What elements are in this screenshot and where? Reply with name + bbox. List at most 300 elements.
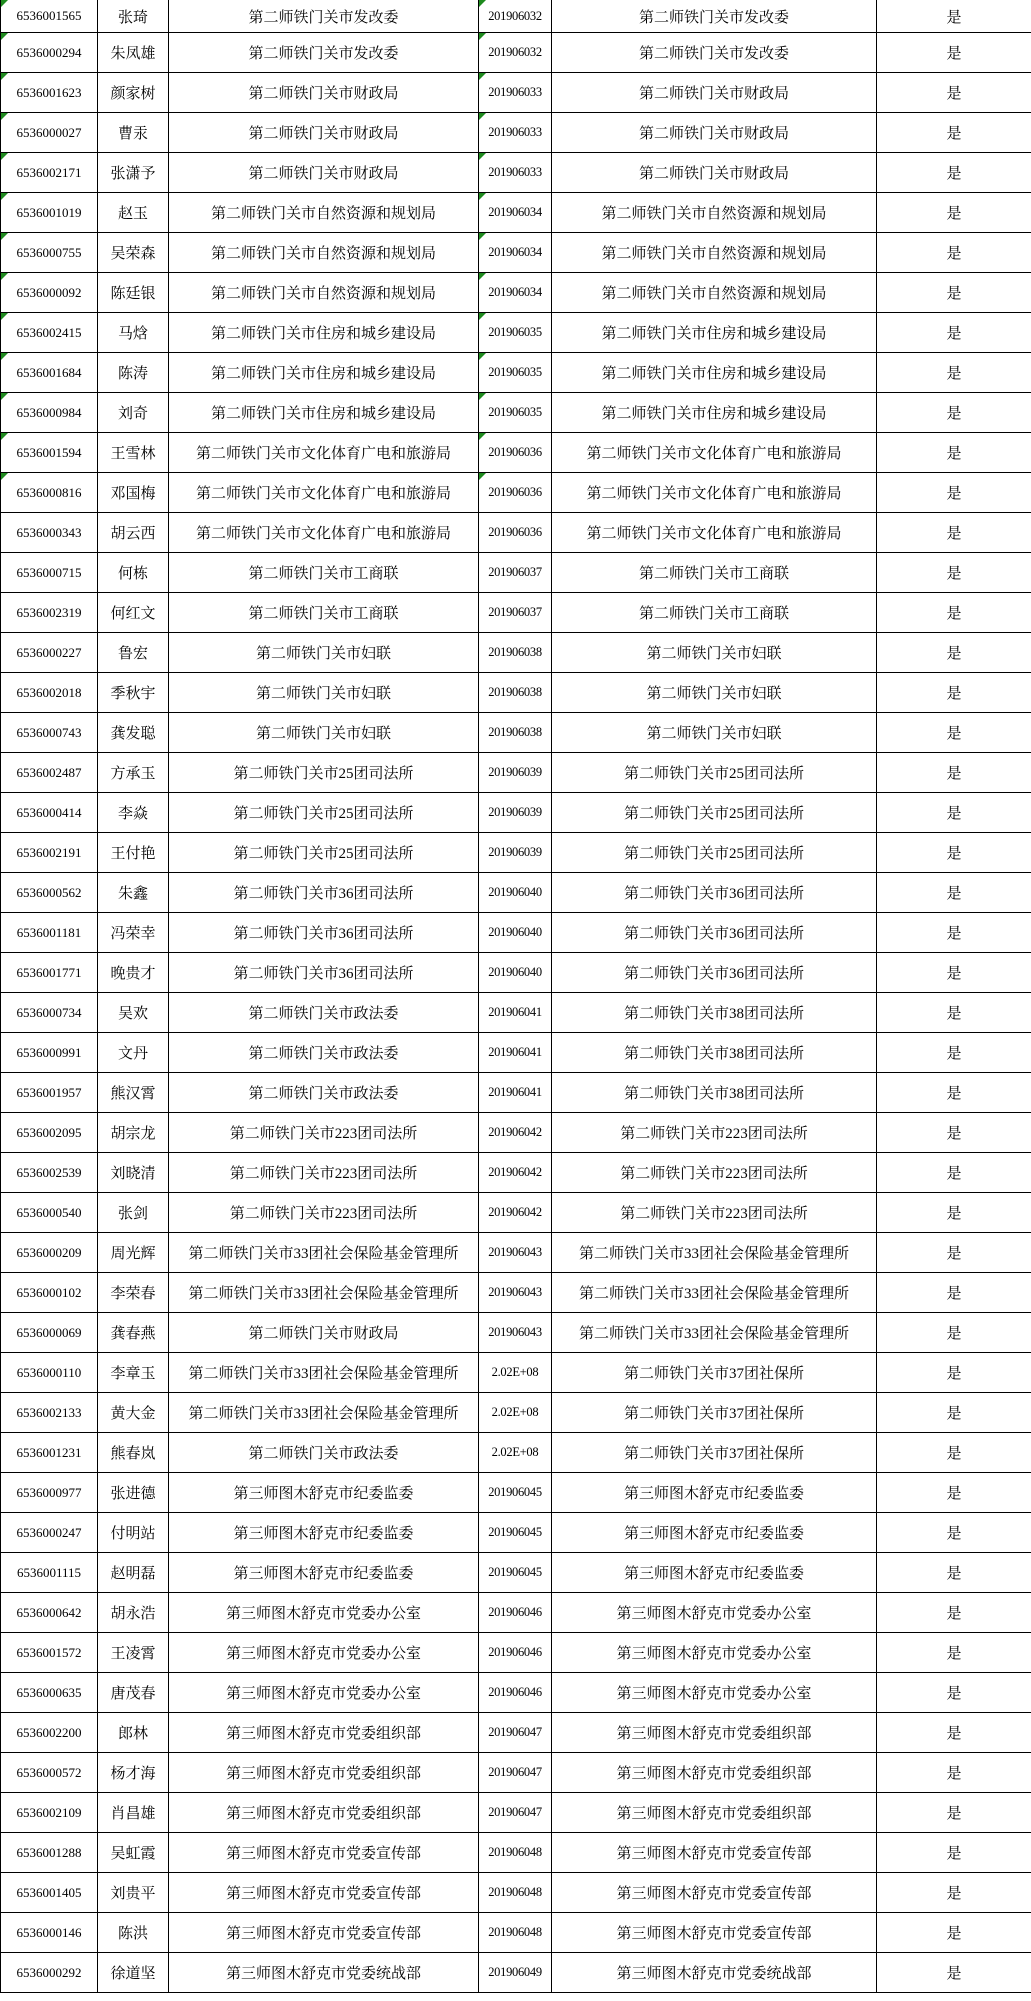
cell-org[interactable]: [169, 553, 479, 593]
cell-name[interactable]: [98, 1793, 169, 1833]
cell-confirm[interactable]: [877, 1193, 1031, 1233]
cell-id[interactable]: [1, 993, 98, 1033]
cell-org2[interactable]: [552, 633, 877, 673]
cell-org2[interactable]: [552, 113, 877, 153]
cell-code[interactable]: [479, 1593, 552, 1633]
cell-org[interactable]: [169, 1273, 479, 1313]
cell-id[interactable]: [1, 1713, 98, 1753]
cell-confirm[interactable]: [877, 473, 1031, 513]
cell-id[interactable]: [1, 113, 98, 153]
cell-org[interactable]: [169, 1593, 479, 1633]
cell-id[interactable]: [1, 1033, 98, 1073]
cell-org[interactable]: [169, 1913, 479, 1953]
cell-confirm[interactable]: [877, 913, 1031, 953]
cell-id[interactable]: [1, 673, 98, 713]
cell-name[interactable]: [98, 353, 169, 393]
cell-id[interactable]: [1, 193, 98, 233]
cell-confirm[interactable]: [877, 1233, 1031, 1273]
cell-org[interactable]: [169, 273, 479, 313]
cell-code[interactable]: [479, 1353, 552, 1393]
cell-id[interactable]: [1, 1113, 98, 1153]
cell-confirm[interactable]: [877, 1913, 1031, 1953]
cell-name[interactable]: [98, 1753, 169, 1793]
cell-name[interactable]: [98, 1433, 169, 1473]
cell-org2[interactable]: [552, 1513, 877, 1553]
cell-name[interactable]: [98, 1873, 169, 1913]
cell-confirm[interactable]: [877, 1553, 1031, 1593]
cell-code[interactable]: [479, 473, 552, 513]
cell-name[interactable]: [98, 433, 169, 473]
cell-code[interactable]: [479, 1433, 552, 1473]
cell-name[interactable]: [98, 33, 169, 73]
cell-org2[interactable]: [552, 1953, 877, 1993]
cell-id[interactable]: [1, 833, 98, 873]
cell-code[interactable]: [479, 1473, 552, 1513]
cell-org2[interactable]: [552, 1353, 877, 1393]
cell-code[interactable]: [479, 1833, 552, 1873]
cell-name[interactable]: [98, 713, 169, 753]
cell-org[interactable]: [169, 1513, 479, 1553]
cell-id[interactable]: [1, 1793, 98, 1833]
cell-org2[interactable]: [552, 913, 877, 953]
cell-confirm[interactable]: [877, 193, 1031, 233]
cell-org[interactable]: [169, 433, 479, 473]
cell-name[interactable]: [98, 73, 169, 113]
cell-code[interactable]: [479, 633, 552, 673]
cell-org[interactable]: [169, 1553, 479, 1593]
cell-id[interactable]: [1, 553, 98, 593]
cell-org[interactable]: [169, 1433, 479, 1473]
cell-org[interactable]: [169, 793, 479, 833]
cell-org[interactable]: [169, 1073, 479, 1113]
cell-org[interactable]: [169, 473, 479, 513]
cell-org[interactable]: [169, 113, 479, 153]
cell-org[interactable]: [169, 713, 479, 753]
cell-org2[interactable]: [552, 953, 877, 993]
cell-code[interactable]: [479, 1633, 552, 1673]
cell-code[interactable]: [479, 673, 552, 713]
cell-confirm[interactable]: [877, 1753, 1031, 1793]
cell-id[interactable]: [1, 913, 98, 953]
cell-id[interactable]: [1, 1073, 98, 1113]
cell-name[interactable]: [98, 1953, 169, 1993]
cell-org2[interactable]: [552, 593, 877, 633]
cell-org[interactable]: [169, 673, 479, 713]
cell-name[interactable]: [98, 1833, 169, 1873]
cell-org[interactable]: [169, 1673, 479, 1713]
cell-org[interactable]: [169, 1953, 479, 1993]
cell-name[interactable]: [98, 153, 169, 193]
cell-name[interactable]: [98, 193, 169, 233]
cell-id[interactable]: [1, 873, 98, 913]
cell-code[interactable]: [479, 953, 552, 993]
cell-id[interactable]: [1, 433, 98, 473]
cell-org[interactable]: [169, 833, 479, 873]
cell-code[interactable]: [479, 1513, 552, 1553]
cell-org2[interactable]: [552, 1633, 877, 1673]
cell-name[interactable]: [98, 473, 169, 513]
cell-name[interactable]: [98, 233, 169, 273]
cell-name[interactable]: [98, 993, 169, 1033]
cell-id[interactable]: [1, 1513, 98, 1553]
cell-org2[interactable]: [552, 153, 877, 193]
cell-code[interactable]: [479, 513, 552, 553]
cell-name[interactable]: [98, 593, 169, 633]
cell-confirm[interactable]: [877, 1713, 1031, 1753]
cell-code[interactable]: [479, 1153, 552, 1193]
cell-org2[interactable]: [552, 1873, 877, 1913]
cell-name[interactable]: [98, 1553, 169, 1593]
cell-code[interactable]: [479, 1233, 552, 1273]
cell-name[interactable]: [98, 1153, 169, 1193]
cell-org[interactable]: [169, 1313, 479, 1353]
cell-id[interactable]: [1, 1873, 98, 1913]
cell-confirm[interactable]: [877, 833, 1031, 873]
cell-id[interactable]: [1, 233, 98, 273]
cell-org2[interactable]: [552, 1393, 877, 1433]
cell-name[interactable]: [98, 1033, 169, 1073]
cell-name[interactable]: [98, 113, 169, 153]
cell-org2[interactable]: [552, 513, 877, 553]
cell-org[interactable]: [169, 1753, 479, 1793]
cell-name[interactable]: [98, 753, 169, 793]
cell-code[interactable]: [479, 313, 552, 353]
cell-org2[interactable]: [552, 553, 877, 593]
cell-confirm[interactable]: [877, 73, 1031, 113]
cell-name[interactable]: [98, 1713, 169, 1753]
cell-org[interactable]: [169, 993, 479, 1033]
cell-name[interactable]: [98, 1193, 169, 1233]
cell-name[interactable]: [98, 833, 169, 873]
cell-confirm[interactable]: [877, 393, 1031, 433]
cell-org2[interactable]: [552, 1913, 877, 1953]
cell-id[interactable]: [1, 1433, 98, 1473]
cell-name[interactable]: [98, 1113, 169, 1153]
cell-id[interactable]: [1, 353, 98, 393]
cell-org2[interactable]: [552, 193, 877, 233]
cell-org[interactable]: [169, 193, 479, 233]
cell-org2[interactable]: [552, 233, 877, 273]
cell-org2[interactable]: [552, 1033, 877, 1073]
cell-org2[interactable]: [552, 393, 877, 433]
cell-org[interactable]: [169, 33, 479, 73]
cell-id[interactable]: [1, 513, 98, 553]
cell-code[interactable]: [479, 1313, 552, 1353]
cell-code[interactable]: [479, 193, 552, 233]
cell-id[interactable]: [1, 1753, 98, 1793]
cell-code[interactable]: [479, 753, 552, 793]
cell-name[interactable]: [98, 1633, 169, 1673]
cell-confirm[interactable]: [877, 433, 1031, 473]
cell-code[interactable]: [479, 793, 552, 833]
cell-org2[interactable]: [552, 673, 877, 713]
cell-id[interactable]: [1, 73, 98, 113]
cell-org2[interactable]: [552, 1673, 877, 1713]
cell-org[interactable]: [169, 1193, 479, 1233]
cell-org2[interactable]: [552, 1073, 877, 1113]
cell-org[interactable]: [169, 1353, 479, 1393]
cell-code[interactable]: [479, 1113, 552, 1153]
cell-id[interactable]: [1, 153, 98, 193]
cell-confirm[interactable]: [877, 1033, 1031, 1073]
cell-code[interactable]: [479, 1673, 552, 1713]
cell-code[interactable]: [479, 1393, 552, 1433]
cell-code[interactable]: [479, 873, 552, 913]
cell-code[interactable]: [479, 433, 552, 473]
cell-org2[interactable]: [552, 353, 877, 393]
cell-org[interactable]: [169, 953, 479, 993]
cell-org2[interactable]: [552, 33, 877, 73]
cell-confirm[interactable]: [877, 273, 1031, 313]
cell-confirm[interactable]: [877, 1873, 1031, 1913]
cell-org2[interactable]: [552, 1273, 877, 1313]
cell-code[interactable]: [479, 713, 552, 753]
cell-confirm[interactable]: [877, 1513, 1031, 1553]
cell-id[interactable]: [1, 273, 98, 313]
cell-org2[interactable]: [552, 1833, 877, 1873]
cell-id[interactable]: [1, 1153, 98, 1193]
cell-confirm[interactable]: [877, 553, 1031, 593]
cell-org[interactable]: [169, 153, 479, 193]
cell-org[interactable]: [169, 913, 479, 953]
cell-name[interactable]: [98, 793, 169, 833]
cell-code[interactable]: [479, 913, 552, 953]
cell-org2[interactable]: [552, 1473, 877, 1513]
cell-confirm[interactable]: [877, 353, 1031, 393]
cell-confirm[interactable]: [877, 873, 1031, 913]
cell-name[interactable]: [98, 913, 169, 953]
cell-code[interactable]: [479, 113, 552, 153]
cell-org[interactable]: [169, 233, 479, 273]
cell-code[interactable]: [479, 993, 552, 1033]
cell-confirm[interactable]: [877, 953, 1031, 993]
cell-name[interactable]: [98, 393, 169, 433]
cell-confirm[interactable]: [877, 633, 1031, 673]
cell-code[interactable]: [479, 353, 552, 393]
cell-code[interactable]: [479, 1713, 552, 1753]
cell-id[interactable]: [1, 953, 98, 993]
cell-id[interactable]: [1, 593, 98, 633]
cell-id[interactable]: [1, 753, 98, 793]
cell-confirm[interactable]: [877, 1313, 1031, 1353]
cell-confirm[interactable]: [877, 1353, 1031, 1393]
cell-org[interactable]: [169, 313, 479, 353]
cell-name[interactable]: [98, 1913, 169, 1953]
cell-id[interactable]: [1, 1553, 98, 1593]
cell-org2[interactable]: [552, 73, 877, 113]
cell-name[interactable]: [98, 1233, 169, 1273]
cell-confirm[interactable]: [877, 753, 1031, 793]
cell-name[interactable]: [98, 673, 169, 713]
cell-org[interactable]: [169, 753, 479, 793]
cell-confirm[interactable]: [877, 0, 1031, 33]
cell-confirm[interactable]: [877, 1953, 1031, 1993]
cell-org[interactable]: [169, 1793, 479, 1833]
cell-name[interactable]: [98, 1673, 169, 1713]
cell-code[interactable]: [479, 233, 552, 273]
cell-code[interactable]: [479, 1793, 552, 1833]
cell-code[interactable]: [479, 593, 552, 633]
cell-org2[interactable]: [552, 473, 877, 513]
cell-code[interactable]: [479, 553, 552, 593]
cell-confirm[interactable]: [877, 1273, 1031, 1313]
cell-confirm[interactable]: [877, 1673, 1031, 1713]
cell-id[interactable]: [1, 1473, 98, 1513]
cell-confirm[interactable]: [877, 1073, 1031, 1113]
cell-org2[interactable]: [552, 873, 877, 913]
cell-confirm[interactable]: [877, 1793, 1031, 1833]
cell-code[interactable]: [479, 0, 552, 33]
cell-code[interactable]: [479, 1033, 552, 1073]
cell-org[interactable]: [169, 393, 479, 433]
cell-confirm[interactable]: [877, 113, 1031, 153]
cell-confirm[interactable]: [877, 1593, 1031, 1633]
cell-code[interactable]: [479, 1873, 552, 1913]
cell-org[interactable]: [169, 0, 479, 33]
cell-id[interactable]: [1, 1633, 98, 1673]
cell-name[interactable]: [98, 1593, 169, 1633]
cell-org[interactable]: [169, 353, 479, 393]
cell-org2[interactable]: [552, 0, 877, 33]
cell-org2[interactable]: [552, 1433, 877, 1473]
cell-org[interactable]: [169, 593, 479, 633]
cell-name[interactable]: [98, 1353, 169, 1393]
cell-id[interactable]: [1, 1673, 98, 1713]
cell-org2[interactable]: [552, 1753, 877, 1793]
cell-id[interactable]: [1, 1353, 98, 1393]
cell-org2[interactable]: [552, 433, 877, 473]
cell-org2[interactable]: [552, 313, 877, 353]
cell-org[interactable]: [169, 1473, 479, 1513]
cell-org2[interactable]: [552, 713, 877, 753]
cell-org2[interactable]: [552, 273, 877, 313]
cell-code[interactable]: [479, 393, 552, 433]
cell-org2[interactable]: [552, 1713, 877, 1753]
cell-code[interactable]: [479, 1753, 552, 1793]
cell-confirm[interactable]: [877, 33, 1031, 73]
cell-org2[interactable]: [552, 833, 877, 873]
cell-org2[interactable]: [552, 1553, 877, 1593]
cell-confirm[interactable]: [877, 233, 1031, 273]
cell-org2[interactable]: [552, 1193, 877, 1233]
cell-org[interactable]: [169, 1873, 479, 1913]
cell-id[interactable]: [1, 473, 98, 513]
cell-org[interactable]: [169, 1713, 479, 1753]
cell-id[interactable]: [1, 0, 98, 33]
cell-name[interactable]: [98, 633, 169, 673]
cell-confirm[interactable]: [877, 713, 1031, 753]
cell-id[interactable]: [1, 1273, 98, 1313]
cell-id[interactable]: [1, 1833, 98, 1873]
cell-confirm[interactable]: [877, 593, 1031, 633]
cell-confirm[interactable]: [877, 1433, 1031, 1473]
cell-code[interactable]: [479, 73, 552, 113]
cell-confirm[interactable]: [877, 1833, 1031, 1873]
cell-org2[interactable]: [552, 1113, 877, 1153]
cell-name[interactable]: [98, 1473, 169, 1513]
cell-org[interactable]: [169, 873, 479, 913]
cell-org[interactable]: [169, 633, 479, 673]
cell-id[interactable]: [1, 393, 98, 433]
cell-org[interactable]: [169, 73, 479, 113]
cell-name[interactable]: [98, 0, 169, 33]
cell-confirm[interactable]: [877, 153, 1031, 193]
cell-name[interactable]: [98, 1393, 169, 1433]
cell-name[interactable]: [98, 873, 169, 913]
cell-org[interactable]: [169, 513, 479, 553]
cell-id[interactable]: [1, 1313, 98, 1353]
cell-org[interactable]: [169, 1153, 479, 1193]
cell-confirm[interactable]: [877, 1393, 1031, 1433]
cell-name[interactable]: [98, 1073, 169, 1113]
cell-id[interactable]: [1, 313, 98, 353]
cell-code[interactable]: [479, 153, 552, 193]
cell-name[interactable]: [98, 1313, 169, 1353]
cell-org[interactable]: [169, 1233, 479, 1273]
cell-org2[interactable]: [552, 1233, 877, 1273]
cell-code[interactable]: [479, 33, 552, 73]
cell-id[interactable]: [1, 793, 98, 833]
cell-code[interactable]: [479, 1553, 552, 1593]
cell-id[interactable]: [1, 1233, 98, 1273]
cell-org2[interactable]: [552, 1793, 877, 1833]
cell-name[interactable]: [98, 1273, 169, 1313]
cell-id[interactable]: [1, 1593, 98, 1633]
cell-code[interactable]: [479, 1273, 552, 1313]
cell-code[interactable]: [479, 273, 552, 313]
cell-confirm[interactable]: [877, 313, 1031, 353]
cell-code[interactable]: [479, 1913, 552, 1953]
cell-org[interactable]: [169, 1033, 479, 1073]
cell-org2[interactable]: [552, 753, 877, 793]
cell-id[interactable]: [1, 1393, 98, 1433]
cell-name[interactable]: [98, 513, 169, 553]
cell-code[interactable]: [479, 1193, 552, 1233]
cell-code[interactable]: [479, 833, 552, 873]
cell-name[interactable]: [98, 953, 169, 993]
cell-org[interactable]: [169, 1833, 479, 1873]
cell-org2[interactable]: [552, 1593, 877, 1633]
cell-org2[interactable]: [552, 993, 877, 1033]
cell-code[interactable]: [479, 1953, 552, 1993]
cell-confirm[interactable]: [877, 513, 1031, 553]
cell-id[interactable]: [1, 1913, 98, 1953]
cell-id[interactable]: [1, 633, 98, 673]
cell-name[interactable]: [98, 1513, 169, 1553]
cell-id[interactable]: [1, 713, 98, 753]
cell-name[interactable]: [98, 313, 169, 353]
cell-confirm[interactable]: [877, 793, 1031, 833]
cell-id[interactable]: [1, 33, 98, 73]
cell-confirm[interactable]: [877, 1473, 1031, 1513]
cell-org[interactable]: [169, 1393, 479, 1433]
cell-org2[interactable]: [552, 1313, 877, 1353]
cell-org[interactable]: [169, 1113, 479, 1153]
cell-confirm[interactable]: [877, 1113, 1031, 1153]
cell-code[interactable]: [479, 1073, 552, 1113]
cell-org2[interactable]: [552, 1153, 877, 1193]
cell-confirm[interactable]: [877, 1153, 1031, 1193]
cell-id[interactable]: [1, 1953, 98, 1993]
cell-id[interactable]: [1, 1193, 98, 1233]
cell-org[interactable]: [169, 1633, 479, 1673]
cell-confirm[interactable]: [877, 993, 1031, 1033]
cell-name[interactable]: [98, 273, 169, 313]
cell-org2[interactable]: [552, 793, 877, 833]
cell-name[interactable]: [98, 553, 169, 593]
cell-confirm[interactable]: [877, 1633, 1031, 1673]
cell-confirm[interactable]: [877, 673, 1031, 713]
